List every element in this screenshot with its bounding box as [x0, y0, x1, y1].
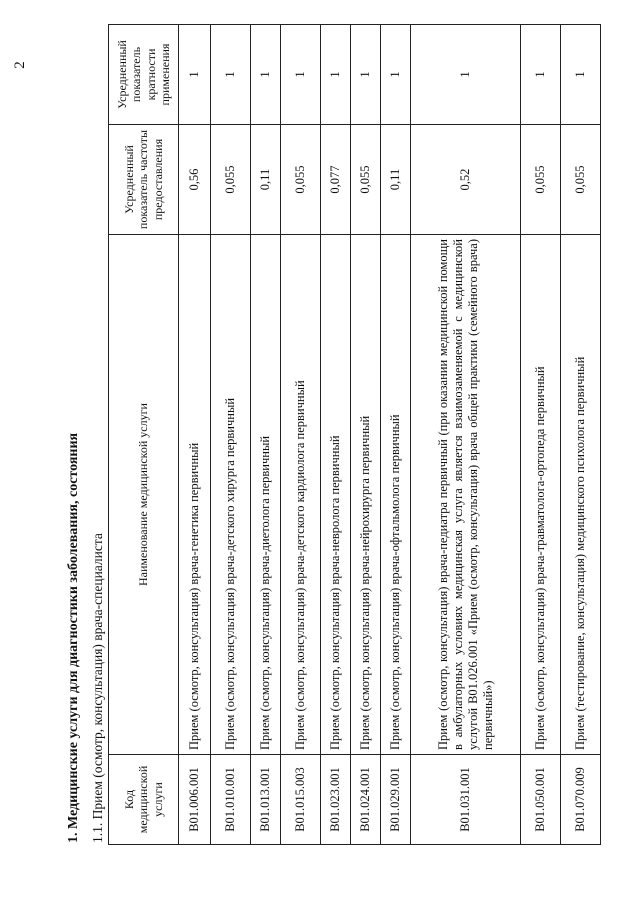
service-multiplicity: 1 — [321, 25, 351, 125]
header-name: Наименование медицинской услуги — [109, 235, 179, 755]
table-row — [211, 25, 251, 845]
table-row — [179, 25, 211, 845]
service-code: B01.023.001 — [321, 755, 351, 845]
header-frequency: Усредненный показатель частоты предоставления — [109, 125, 179, 235]
table-header-row — [109, 25, 179, 845]
table-row — [321, 25, 351, 845]
service-frequency: 0,055 — [561, 125, 601, 235]
service-code: B01.024.001 — [351, 755, 381, 845]
table-row — [411, 25, 521, 845]
table-row — [251, 25, 281, 845]
service-code: B01.015.003 — [281, 755, 321, 845]
service-code: B01.029.001 — [381, 755, 411, 845]
table-row — [281, 25, 321, 845]
service-frequency: 0,11 — [381, 125, 411, 235]
service-frequency: 0,52 — [411, 125, 521, 235]
service-frequency: 0,56 — [179, 125, 211, 235]
service-code: B01.010.001 — [211, 755, 251, 845]
service-code: B01.013.001 — [251, 755, 281, 845]
service-name: Прием (осмотр, консультация) врача-офтальмолога первичный — [381, 235, 411, 755]
service-frequency: 0,055 — [211, 125, 251, 235]
rotated-content — [12, 25, 620, 885]
service-multiplicity: 1 — [351, 25, 381, 125]
service-multiplicity: 1 — [561, 25, 601, 125]
service-frequency: 0,055 — [281, 125, 321, 235]
services-table — [108, 24, 601, 845]
service-multiplicity: 1 — [411, 25, 521, 125]
service-name: Прием (осмотр, консультация) врача-генетика первичный — [179, 235, 211, 755]
service-frequency: 0,077 — [321, 125, 351, 235]
service-frequency: 0,055 — [521, 125, 561, 235]
service-name: Прием (осмотр, консультация) врача-педиатра первичный (при оказании медицинской помощи в амбулаторных условиях медицинская услуга является взаимозаменяемой с медицинской услугой B01.026.001 «Прием (осмотр, консультация) врача общей практики (семейного врача) первичный») — [411, 235, 521, 755]
service-code: B01.070.009 — [561, 755, 601, 845]
service-code: B01.006.001 — [179, 755, 211, 845]
service-name: Прием (осмотр, консультация) врача-детского хирурга первичный — [211, 235, 251, 755]
subsection-heading: 1.1. Прием (осмотр, консультация) врача-специалиста — [90, 533, 105, 843]
service-frequency: 0,11 — [251, 125, 281, 235]
service-multiplicity: 1 — [381, 25, 411, 125]
service-multiplicity: 1 — [521, 25, 561, 125]
service-name: Прием (тестирование, консультация) медицинского психолога первичный — [561, 235, 601, 755]
service-multiplicity: 1 — [251, 25, 281, 125]
table-row — [351, 25, 381, 845]
service-name: Прием (осмотр, консультация) врача-нейрохирурга первичный — [351, 235, 381, 755]
table-row — [381, 25, 411, 845]
header-multiplicity: Усредненный показатель кратности применения — [109, 25, 179, 125]
service-name: Прием (осмотр, консультация) врача-диетолога первичный — [251, 235, 281, 755]
section-heading: 1. Медицинские услуги для диагностики заболевания, состояния — [66, 432, 81, 843]
table-row — [521, 25, 561, 845]
service-code: B01.050.001 — [521, 755, 561, 845]
page-number: 2 — [12, 61, 28, 69]
service-multiplicity: 1 — [179, 25, 211, 125]
table-row — [561, 25, 601, 845]
service-name: Прием (осмотр, консультация) врача-невролога первичный — [321, 235, 351, 755]
service-name: Прием (осмотр, консультация) врача-травматолога-ортопеда первичный — [521, 235, 561, 755]
service-code: B01.031.001 — [411, 755, 521, 845]
service-name: Прием (осмотр, консультация) врача-детского кардиолога первичный — [281, 235, 321, 755]
service-multiplicity: 1 — [211, 25, 251, 125]
header-code: Код медицинской услуги — [109, 755, 179, 845]
service-frequency: 0,055 — [351, 125, 381, 235]
service-multiplicity: 1 — [281, 25, 321, 125]
